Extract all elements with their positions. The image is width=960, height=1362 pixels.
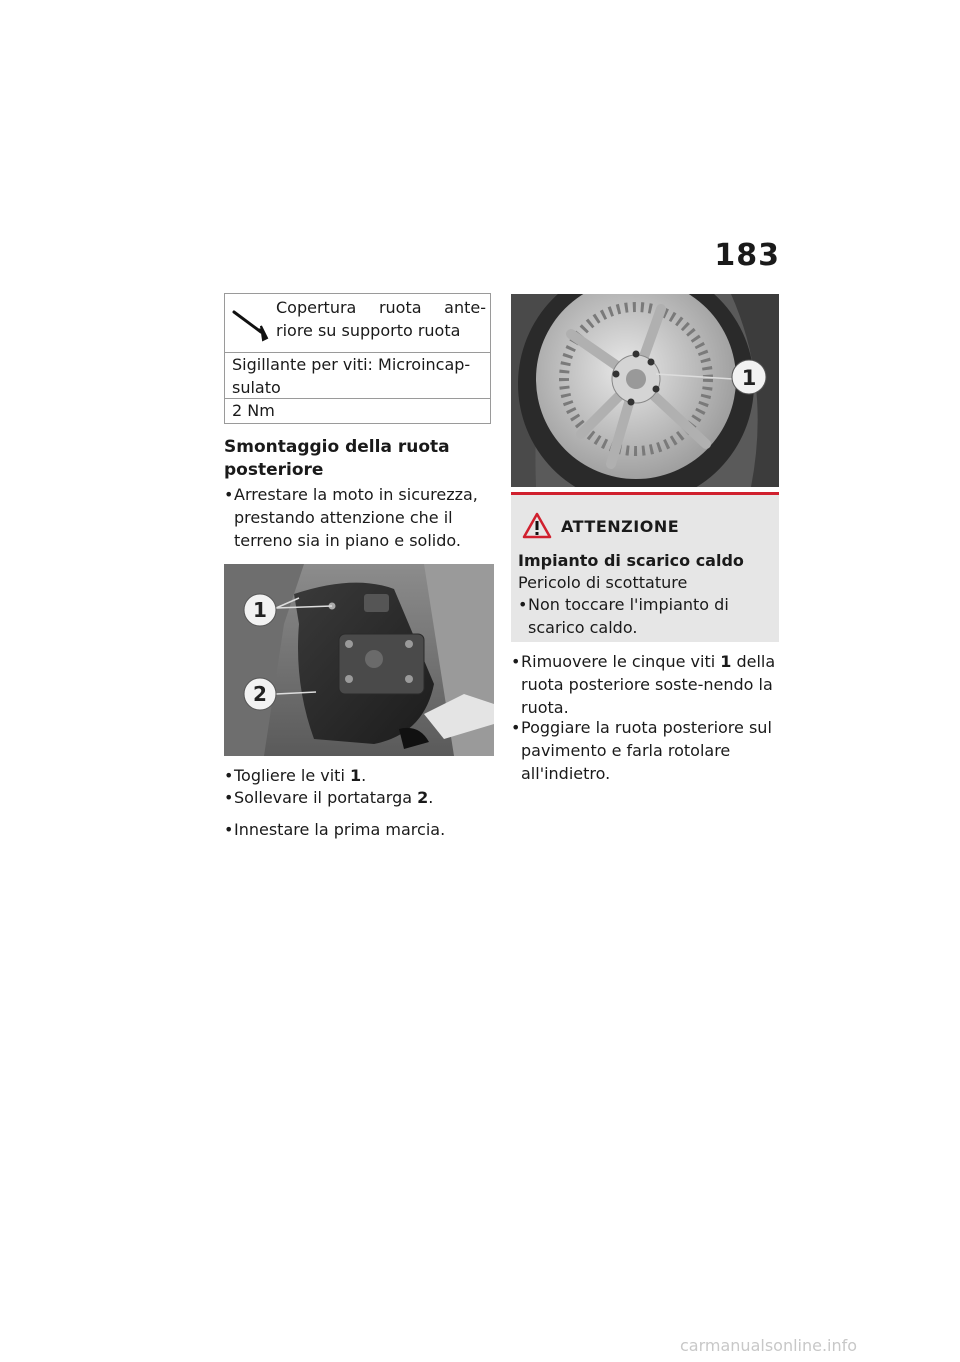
- step-rimuovere: [511, 650, 779, 719]
- figure1-callout-2: 2: [253, 682, 267, 706]
- step-solleva-num: 2: [417, 788, 429, 807]
- warning-accent-line: [511, 492, 779, 495]
- warning-label: ATTENZIONE: [561, 517, 680, 536]
- rear-wheel-figure: [511, 294, 779, 487]
- warning-title: Impianto di scarico caldo: [518, 551, 744, 570]
- warning-box: [511, 492, 779, 642]
- bullet-dot: •: [511, 652, 521, 671]
- step-arrestare-text: Arrestare la moto in sicurezza, prestando attenzione che il terreno sia in piano e solido.: [234, 485, 478, 550]
- warning-bullet-text: Non toccare l'impianto di scarico caldo.: [528, 595, 729, 637]
- bullet-dot: •: [518, 595, 528, 614]
- torque-sealant-text: Sigillante per viti: Microincap-sulato: [232, 355, 471, 397]
- step-rimuovere-num: 1: [720, 652, 732, 671]
- bullet-dot: •: [511, 718, 521, 737]
- license-plate-holder-figure: [224, 564, 494, 756]
- step-poggiare-text: Poggiare la ruota posteriore sul pavimento e farla rotolare all'indietro.: [521, 718, 772, 783]
- torque-value-row: [225, 399, 490, 423]
- step-rimuovere-b: della ruota posteriore soste-nendo la ruota.: [521, 652, 776, 717]
- step-viti-text: Togliere le viti: [234, 766, 350, 785]
- watermark: carmanualsonline.info: [680, 1336, 858, 1355]
- torque-table-header: [225, 294, 490, 353]
- step-innestare: [224, 818, 494, 841]
- step-poggiare: [511, 716, 779, 785]
- torque-sealant-row: [225, 352, 490, 399]
- step-rimuovere-a: Rimuovere le cinque viti: [521, 652, 721, 671]
- warning-subtitle: Pericolo di scottature: [518, 573, 688, 592]
- step-togliere-viti: [224, 764, 494, 787]
- step-innestare-text: Innestare la prima marcia.: [234, 820, 446, 839]
- wrench-icon: [231, 302, 271, 342]
- warning-bullet: [518, 593, 773, 639]
- figure2-callout-1: 1: [741, 366, 757, 390]
- step-arrestare: [224, 483, 494, 552]
- bullet-dot: •: [224, 788, 234, 807]
- torque-value-text: 2 Nm: [232, 401, 275, 420]
- torque-header-text: Copertura ruota ante-riore su supporto ruota: [276, 298, 486, 340]
- bullet-dot: •: [224, 766, 234, 785]
- step-viti-num: 1: [349, 766, 362, 785]
- bullet-dot: •: [224, 820, 234, 839]
- bullet-dot: •: [224, 485, 234, 504]
- step-solleva-end: .: [428, 788, 434, 807]
- section-title: Smontaggio della ruota posteriore: [224, 437, 450, 480]
- figure1-callout-1: 1: [253, 598, 267, 622]
- step-viti-end: .: [361, 766, 367, 785]
- step-sollevare: [224, 786, 494, 809]
- step-solleva-text: Sollevare il portatarga: [234, 788, 418, 807]
- torque-table: [224, 293, 491, 424]
- page-number: 183: [714, 238, 780, 273]
- warning-triangle-icon: [522, 512, 552, 539]
